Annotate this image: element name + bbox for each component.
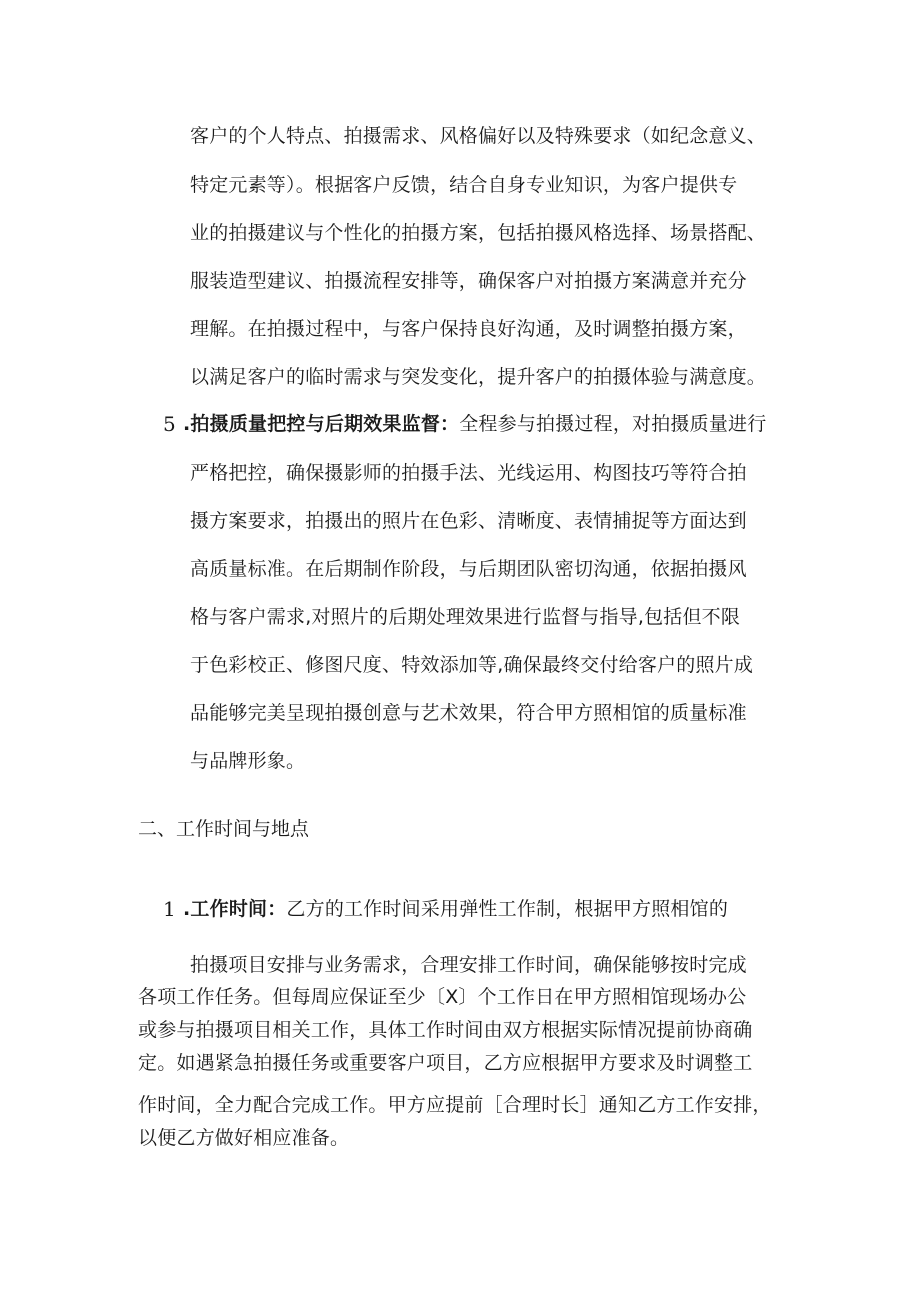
paragraph-line: 服装造型建议、拍摄流程安排等，确保客户对拍摄方案满意并充分 (190, 270, 747, 292)
paragraph-line: 严格把控，确保摄影师的拍摄手法、光线运用、构图技巧等符合拍 (190, 462, 747, 484)
list-number: 5 (163, 412, 176, 436)
list-item-title: .拍摄质量把控与后期效果监督： (183, 413, 460, 435)
list-item-text: 乙方的工作时间采用弹性工作制，根据甲方照相馆的 (286, 898, 729, 920)
list-number: 1 (163, 897, 176, 921)
section-heading: 二、工作时间与地点 (138, 818, 310, 840)
list-item-first-line (183, 412, 766, 436)
paragraph-line: 各项工作任务。但每周应保证至少〔X〕个工作日在甲方照相馆现场办公 (138, 986, 747, 1008)
paragraph-line: 格与客户需求,对照片的后期处理效果进行监督与指导,包括但不限 (190, 606, 741, 628)
paragraph-line: 特定元素等）。根据客户反馈，结合自身专业知识，为客户提供专 (190, 174, 738, 196)
list-item-title: .工作时间： (183, 898, 287, 920)
paragraph-line: 业的拍摄建议与个性化的拍摄方案，包括拍摄风格选择、场景搭配、 (190, 222, 767, 244)
paragraph-line: 客户的个人特点、拍摄需求、风格偏好以及特殊要求（如纪念意义、 (190, 125, 767, 147)
paragraph-line: 作时间，全力配合完成工作。甲方应提前［合理时长］通知乙方工作安排， (138, 1094, 772, 1116)
list-item-first-line (183, 897, 728, 921)
paragraph-line: 以便乙方做好相应准备。 (138, 1127, 350, 1149)
list-item-text: 全程参与拍摄过程，对拍摄质量进行 (459, 413, 767, 435)
paragraph-line: 拍摄项目安排与业务需求，合理安排工作时间，确保能够按时完成 (190, 954, 747, 976)
paragraph-line: 品能够完美呈现拍摄创意与艺术效果，符合甲方照相馆的质量标准 (190, 702, 747, 724)
paragraph-line: 定。如遇紧急拍摄任务或重要客户项目，乙方应根据甲方要求及时调整工 (138, 1052, 753, 1074)
paragraph-line: 理解。在拍摄过程中，与客户保持良好沟通，及时调整拍摄方案， (190, 318, 747, 340)
paragraph-line: 与品牌形象。 (190, 750, 306, 772)
paragraph-line: 或参与拍摄项目相关工作，具体工作时间由双方根据实际情况提前协商确 (138, 1019, 753, 1041)
paragraph-line: 摄方案要求，拍摄出的照片在色彩、清晰度、表情捕捉等方面达到 (190, 510, 747, 532)
paragraph-line: 以满足客户的临时需求与突发变化，提升客户的拍摄体验与满意度。 (190, 366, 767, 388)
paragraph-line: 于色彩校正、修图尺度、特效添加等,确保最终交付给客户的照片成 (190, 654, 754, 676)
paragraph-line: 高质量标准。在后期制作阶段，与后期团队密切沟通，依据拍摄风 (190, 558, 747, 580)
